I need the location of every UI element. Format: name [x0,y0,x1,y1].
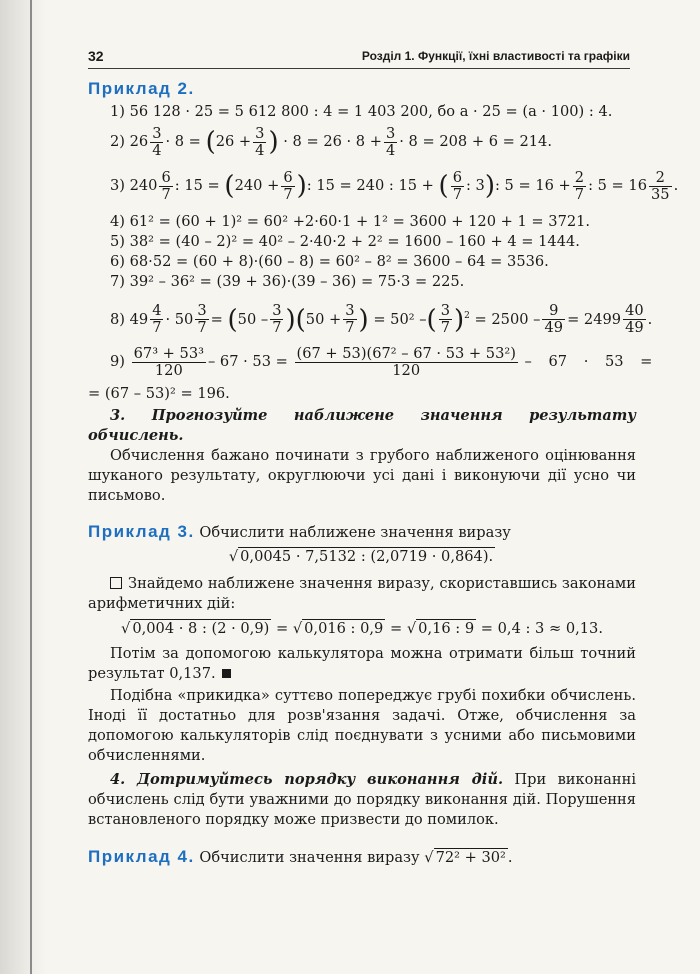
page-edge-shadow [0,0,46,974]
ex2-line-10: = (67 – 53)² = 196. [88,385,230,402]
binding-line [30,0,32,974]
page-number: 32 [88,48,104,64]
page-content [88,76,679,870]
ex2-line-9: 9) $\frac{\text{67³ + 53³}}{120}$ – 67 · 53 = $\frac{\text{(67 + 53)(67² – 67 · 53 + 53²)}}{120}$ – 67 · 53 = [110,344,653,379]
chapter-title: Розділ 1. Функції, їхні властивості та графіки [361,49,630,63]
example-3-title: Приклад 3. [88,522,195,541]
ex2-line-1: 1) 56 128 · 25 = 5 612 800 : 4 = 1 403 200, бо a · 25 = (a · 100) : 4. [110,103,613,120]
section-3-text: Обчислення бажано починати з грубого наближеного оцінювання шуканого результату, округлюючи усі дані і виконуючи дії усно чи письмово. [88,447,636,504]
example-4-line: Приклад 4. Обчислити значення виразу √ 72² + 30² . [88,847,513,866]
ex2-line-3: 3) 240 $\frac{6}{7}$ : 15 = (240 + $\frac{6}{7}$ ): 15 = 240 : 15 + ( $\frac{6}{7}$ : 3): 5 = 16 + $\frac{2}{7}$ : 5 = 16 $\frac{2}{35}$ . [110,168,679,203]
ex2-line-4: 4) 61² = (60 + 1)² = 60² +2·60·1 + 1² = 3600 + 120 + 1 = 3721. [110,213,591,230]
ex2-line-7: 7) 39² – 36² = (39 + 36)·(39 – 36) = 75·3 = 225. [110,273,465,290]
page-header [88,46,630,69]
ex2-line-8: 8) 49 $\frac{4}{7}$ · 50 $\frac{3}{7}$ = (50 – $\frac{3}{7}$ )(50 + $\frac{3}{7}$ ) = 50² –( $\frac{3}{7}$ )$^2$ = 2500 – $\frac{9}{49}$ = 2499 $\frac{40}{49}$ . [110,302,653,337]
example-3-calculation: √ 0,004 · 8 : (2 · 0,9) = √ 0,016 : 0,9 = √ 0,16 : 9 = 0,4 : 3 ≈ 0,13. [121,620,603,637]
ex2-line-6: 6) 68·52 = (60 + 8)·(60 – 8) = 60² – 8² = 3600 – 64 = 3536. [110,253,549,270]
example-3-after: Потім за допомогою калькулятора можна отримати більш точний результат 0,137. [88,645,636,682]
example-3-expression: √ 0,0045 · 7,5132 : (2,0719 · 0,864). [228,548,494,565]
example-4-title: Приклад 4. [88,847,195,866]
example-3-paragraph: Подібна «прикидка» суттєво попереджує грубі похибки обчислень. Іноді її достатньо для розв'язання задачі. Отже, обчислення за допомогою калькуляторів слід поєднувати з усними або письмовими обчисленнями. [88,687,636,764]
section-3-heading: 3. Прогнозуйте наближене значення результату обчислень. [88,407,636,444]
solution-end-icon [222,669,231,678]
ex2-line-5: 5) 38² = (40 – 2)² = 40² – 2·40·2 + 2² = 1600 – 160 + 4 = 1444. [110,233,580,250]
example-2-title: Приклад 2. [88,79,195,98]
section-4: 4. Дотримуйтесь порядку виконання дій. При виконанні обчислень слід бути уважними до порядку виконання дій. Порушення встановленого порядку може призвести до помилок. [88,771,636,828]
solution-start-icon [110,577,122,589]
ex2-line-2: 2) 26 $\frac{3}{4}$ · 8 = (26 + $\frac{3}{4}$ ) · 8 = 26 · 8 + $\frac{3}{4}$ · 8 = 208 + 6 = 214. [110,124,552,159]
example-3-step: Знайдемо наближене значення виразу, скориставшись законами арифметичних дій: [88,575,636,612]
example-3-intro-line: Приклад 3. Обчислити наближене значення виразу [88,522,511,541]
